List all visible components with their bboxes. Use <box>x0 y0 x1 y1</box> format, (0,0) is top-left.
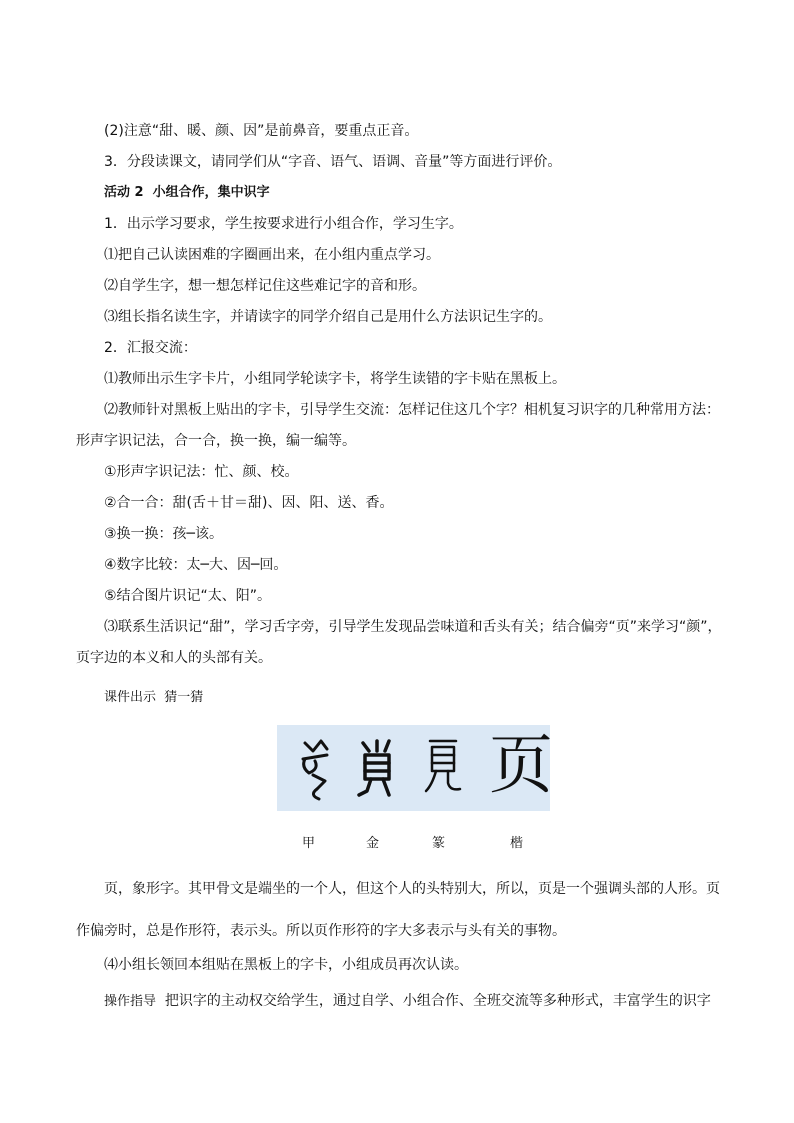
caption-kai: 楷 <box>510 836 524 851</box>
kaishu-glyph: 页 <box>489 729 553 803</box>
seal-glyph <box>422 729 464 807</box>
text-line: ⑷小组长领回本组贴在黑板上的字卡，小组成员再次认读。 <box>104 957 468 973</box>
bronze-glyph <box>357 729 397 807</box>
guidance-text: 把识字的主动权交给学生，通过自学、小组合作、全班交流等多种形式，丰富学生的识字 <box>164 993 711 1009</box>
guidance-label: 操作指导 <box>104 994 157 1009</box>
text-paragraph: ⑶联系生活识记“甜”，学习舌字旁，引导学生发现品尝味道和舌头有关；结合偏旁“页”来学习“颜”，页字边的本义和人的头部有关。 <box>76 619 722 666</box>
guidance-line <box>104 992 711 1011</box>
text-line: ⑤结合图片识记“太、阳”。 <box>104 588 272 604</box>
caption-jia: 甲 <box>302 836 316 851</box>
text-line: ⑴教师出示生字卡片，小组同学轮读字卡，将学生读错的字卡贴在黑板上。 <box>104 371 566 387</box>
courseware-label: 课件出示 <box>104 690 157 705</box>
text-paragraph: 页，象形字。其甲骨文是端坐的一个人，但这个人的头特别大，所以，页是一个强调头部的人形。页作偏旁时，总是作形符，表示头。所以页作形符的字大多表示与头有关的事物。 <box>76 881 720 939</box>
text-line: ③换一换：孩─该。 <box>104 526 223 542</box>
text-line: ②合一合：甜(舌＋甘＝甜)、因、阳、送、香。 <box>104 495 394 511</box>
text-line: ⑴把自己认读困难的字圈画出来，在小组内重点学习。 <box>104 247 440 263</box>
text-line: ⑶组长指名读生字，并请读字的同学介绍自己是用什么方法识记生字的。 <box>104 309 552 325</box>
text-line: ①形声字识记法：忙、颜、校。 <box>104 464 299 480</box>
text-line: 3．分段读课文，请同学们从“字音、语气、语调、音量”等方面进行评价。 <box>104 154 562 170</box>
caption-jin: 金 <box>366 836 380 851</box>
oracle-bone-glyph <box>291 729 341 807</box>
text-line: 2．汇报交流： <box>104 340 197 356</box>
courseware-heading <box>104 689 203 707</box>
activity-title: 小组合作，集中识字 <box>152 185 270 200</box>
activity-heading <box>104 184 270 202</box>
text-line: ④数字比较：太─大、因─回。 <box>104 557 288 573</box>
text-paragraph: ⑵教师针对黑板上贴出的字卡，引导学生交流：怎样记住这几个字？相机复习识字的几种常用方法：形声字识记法，合一合，换一换，编一编等。 <box>76 402 720 449</box>
text-line: 1．出示学习要求，学生按要求进行小组合作，学习生字。 <box>104 216 463 232</box>
courseware-title: 猜一猜 <box>164 690 204 705</box>
character-evolution-figure <box>277 725 553 811</box>
activity-label: 活动 2 <box>104 185 144 200</box>
text-line: (2)注意“甜、暖、颜、因”是前鼻音，要重点正音。 <box>104 123 419 139</box>
text-line: ⑵自学生字，想一想怎样记住这些难记字的音和形。 <box>104 278 426 294</box>
caption-zhuan: 篆 <box>432 836 446 851</box>
